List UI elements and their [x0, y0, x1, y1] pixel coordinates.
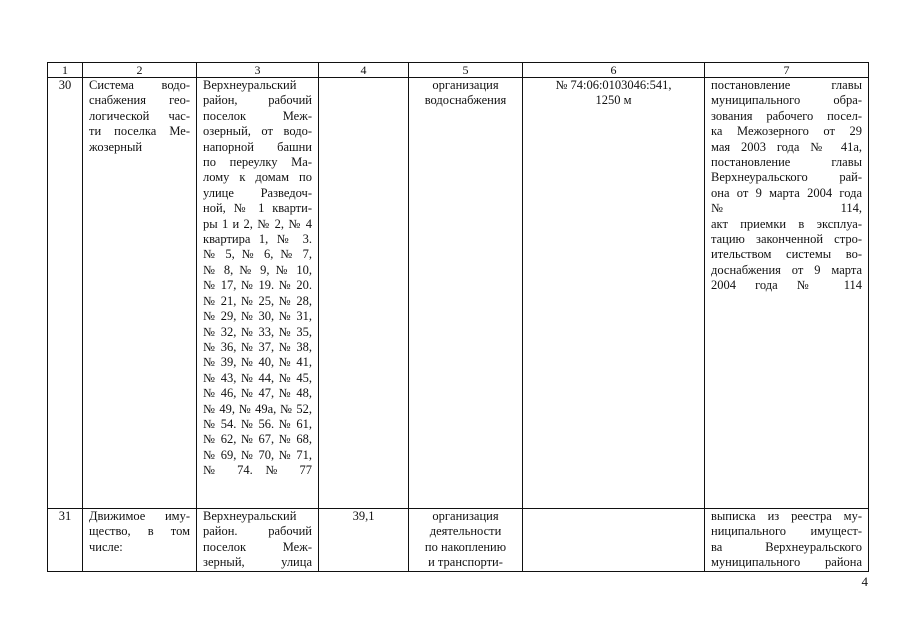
- text-line: напорной башни: [203, 139, 312, 154]
- text-line: организация: [432, 78, 499, 92]
- text-line: квартира 1, № 3.: [203, 232, 312, 247]
- address-cell: [197, 509, 319, 572]
- text-line: снабжения гео-: [89, 93, 190, 108]
- text-line: постановление главы: [711, 78, 862, 92]
- text-line: деятельности: [429, 524, 502, 539]
- text-line: поселок Меж-: [203, 108, 312, 123]
- text-line: ры 1 и 2, № 2, № 4: [203, 216, 312, 231]
- text-line: щество, в том: [89, 524, 190, 539]
- text-line: № 74. № 77: [203, 463, 312, 478]
- text-line: поселок Меж-: [203, 539, 312, 554]
- area-cell: [319, 78, 409, 509]
- table-row: [48, 509, 869, 572]
- text-line: водоснабжения: [424, 93, 507, 108]
- text-line: № 43, № 44, № 45,: [203, 370, 312, 385]
- text-line: Верхнеуральского рай-: [711, 170, 862, 185]
- text-line: № 69, № 70, № 71,: [203, 447, 312, 462]
- text-line: Система водо-: [89, 78, 190, 92]
- text-line: Верхнеуральский: [203, 509, 297, 523]
- text-line: зования рабочего посел-: [711, 108, 862, 123]
- purpose-cell: [409, 509, 523, 572]
- text-line: район. рабочий: [203, 524, 312, 539]
- text-line: № 17, № 19. № 20.: [203, 278, 312, 293]
- object-name-cell: [83, 78, 197, 509]
- text-line: мая 2003 года № 41а,: [711, 139, 862, 154]
- text-line: № 74:06:0103046:541,: [555, 78, 672, 92]
- text-line: № 5, № 6, № 7,: [203, 247, 312, 262]
- text-line: она от 9 марта 2004 года: [711, 185, 862, 200]
- text-line: зерный, улица: [203, 555, 312, 570]
- header-cell-1: 1: [48, 63, 83, 78]
- text-line: № 29, № 30, № 31,: [203, 309, 312, 324]
- text-line: организация: [432, 509, 499, 523]
- text-line: улице Разведоч-: [203, 185, 312, 200]
- page-number: 4: [861, 574, 868, 589]
- header-cell-3: 3: [197, 63, 319, 78]
- header-cell-5: 5: [409, 63, 523, 78]
- text-line: лому к домам по: [203, 170, 312, 185]
- text-line: № 114,: [711, 201, 862, 216]
- text-line: 1250 м: [595, 93, 632, 108]
- text-line: № 36, № 37, № 38,: [203, 339, 312, 354]
- text-line: тацию законченной стро-: [711, 232, 862, 247]
- text-line: по переулку Ма-: [203, 155, 312, 170]
- cadastral-number-cell: [523, 78, 705, 509]
- header-cell-2: 2: [83, 63, 197, 78]
- purpose-cell: [409, 78, 523, 509]
- text-line: числе:: [89, 539, 123, 554]
- text-line: № 8, № 9, № 10,: [203, 262, 312, 277]
- table-row: [48, 78, 869, 509]
- text-line: муниципального обра-: [711, 93, 862, 108]
- property-register-table: [47, 62, 869, 572]
- text-line: по накоплению: [424, 539, 507, 554]
- address-cell: [197, 78, 319, 509]
- text-line: и транспорти-: [428, 555, 503, 570]
- row-number-cell: 30: [48, 78, 83, 509]
- text-line: 2004 года № 114: [711, 278, 862, 293]
- header-cell-6: 6: [523, 63, 705, 78]
- text-line: ной, № 1 кварти-: [203, 201, 312, 216]
- header-cell-7: 7: [705, 63, 869, 78]
- text-line: район, рабочий: [203, 93, 312, 108]
- object-name-cell: [83, 509, 197, 572]
- cadastral-number-cell: [523, 509, 705, 572]
- text-line: ти поселка Ме-: [89, 124, 190, 139]
- text-line: Движимое иму-: [89, 509, 190, 523]
- text-line: № 49, № 49а, № 52,: [203, 401, 312, 416]
- text-line: ниципального имущест-: [711, 524, 862, 539]
- text-line: № 32, № 33, № 35,: [203, 324, 312, 339]
- text-line: жозерный: [89, 139, 143, 154]
- text-line: доснабжения от 9 марта: [711, 262, 862, 277]
- text-line: ка Межозерного от 29: [711, 124, 862, 139]
- text-line: Верхнеуральский: [203, 78, 297, 92]
- area-cell: 39,1: [319, 509, 409, 572]
- text-line: № 46, № 47, № 48,: [203, 386, 312, 401]
- text-line: ительством системы во-: [711, 247, 862, 262]
- text-line: ва Верхнеуральского: [711, 539, 862, 554]
- text-line: № 21, № 25, № 28,: [203, 293, 312, 308]
- text-line: № 54. № 56. № 61,: [203, 416, 312, 431]
- documents-cell: [705, 78, 869, 509]
- text-line: логической час-: [89, 108, 190, 123]
- text-line: № 39, № 40, № 41,: [203, 355, 312, 370]
- row-number-cell: 31: [48, 509, 83, 572]
- column-number-header-row: [48, 63, 869, 78]
- text-line: выписка из реестра му-: [711, 509, 862, 523]
- text-line: озерный, от водо-: [203, 124, 312, 139]
- documents-cell: [705, 509, 869, 572]
- text-line: № 62, № 67, № 68,: [203, 432, 312, 447]
- text-line: акт приемки в эксплуа-: [711, 216, 862, 231]
- text-line: постановление главы: [711, 155, 862, 170]
- header-cell-4: 4: [319, 63, 409, 78]
- text-line: муниципального района: [711, 555, 862, 570]
